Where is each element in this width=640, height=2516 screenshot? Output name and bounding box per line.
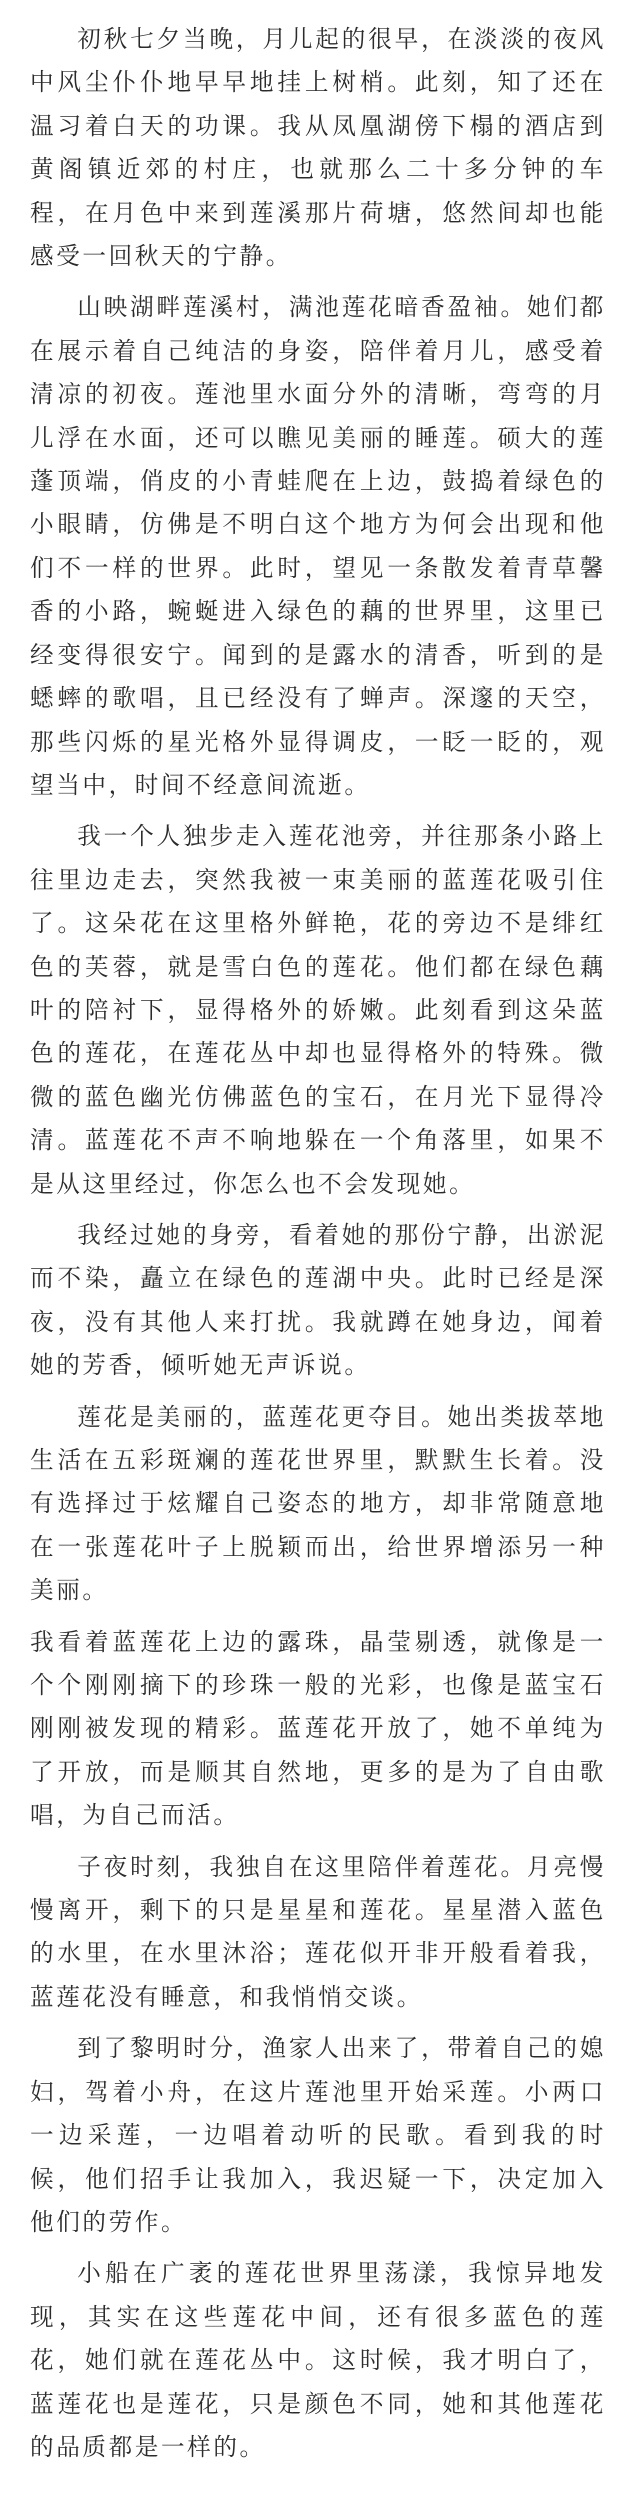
paragraph-6: 我看着蓝莲花上边的露珠，晶莹剔透，就像是一个个刚刚摘下的珍珠一般的光彩，也像是蓝宝石刚刚被发现的精彩。蓝莲花开放了，她不单纯为了开放，而是顺其自然地，更多的是为了自由歌唱，为自己而活。: [30, 1627, 606, 1830]
paragraph-3: 我一个人独步走入莲花池旁，并往那条小路上往里边走去，突然我被一束美丽的蓝莲花吸引住了。这朵花在这里格外鲜艳，花的旁边不是绯红色的芙蓉，就是雪白色的莲花。他们都在绿色藕叶的陪衬下，显得格外的娇嫩。此刻看到这朵蓝色的莲花，在莲花丛中却也显得格外的特殊。微微的蓝色幽光仿佛蓝色的宝石，在月光下显得冷清。蓝莲花不声不响地躲在一个角落里，如果不是从这里经过，你怎么也不会发现她。: [30, 822, 606, 1198]
paragraph-9: 小船在广袤的莲花世界里荡漾，我惊异地发现，其实在这些莲花中间，还有很多蓝色的莲花，她们就在莲花丛中。这时候，我才明白了，蓝莲花也是莲花，只是颜色不同，她和其他莲花的品质都是一样的。: [30, 2259, 606, 2461]
paragraph-5: 莲花是美丽的，蓝莲花更夺目。她出类拔萃地生活在五彩斑斓的莲花世界里，默默生长着。没有选择过于炫耀自己姿态的地方，却非常随意地在一张莲花叶子上脱颖而出，给世界增添另一种美丽。: [30, 1402, 606, 1605]
article-body: [30, 18, 606, 2477]
paragraph-8: 到了黎明时分，渔家人出来了，带着自己的媳妇，驾着小舟，在这片莲池里开始采莲。小两口一边采莲，一边唱着动听的民歌。看到我的时候，他们招手让我加入，我迟疑一下，决定加入他们的劳作。: [30, 2034, 606, 2236]
paragraph-2: 山映湖畔莲溪村，满池莲花暗香盈袖。她们都在展示着自己纯洁的身姿，陪伴着月儿，感受着清凉的初夜。莲池里水面分外的清晰，弯弯的月儿浮在水面，还可以瞧见美丽的睡莲。硕大的莲蓬顶端，俏皮的小青蛙爬在上边，鼓捣着绿色的小眼睛，仿佛是不明白这个地方为何会出现和他们不一样的世界。此时，望见一条散发着青草馨香的小路，蜿蜒进入绿色的藕的世界里，这里已经变得很安宁。闻到的是露水的清香，听到的是蟋蟀的歌唱，且已经没有了蝉声。深邃的天空，那些闪烁的星光格外显得调皮，一眨一眨的，观望当中，时间不经意间流逝。: [30, 293, 606, 799]
paragraph-4: 我经过她的身旁，看着她的那份宁静，出淤泥而不染，矗立在绿色的莲湖中央。此时已经是深夜，没有其他人来打扰。我就蹲在她身边，闻着她的芳香，倾听她无声诉说。: [30, 1220, 606, 1380]
paragraph-7: 子夜时刻，我独自在这里陪伴着莲花。月亮慢慢离开，剩下的只是星星和莲花。星星潜入蓝色的水里，在水里沐浴；莲花似开非开般看着我，蓝莲花没有睡意，和我悄悄交谈。: [30, 1852, 606, 2011]
paragraph-1: 初秋七夕当晚，月儿起的很早，在淡淡的夜风中风尘仆仆地早早地挂上树梢。此刻，知了还在温习着白天的功课。我从凤凰湖傍下榻的酒店到黄阁镇近郊的村庄，也就那么二十多分钟的车程，在月色中来到莲溪那片荷塘，悠然间却也能感受一回秋天的宁静。: [30, 25, 606, 271]
